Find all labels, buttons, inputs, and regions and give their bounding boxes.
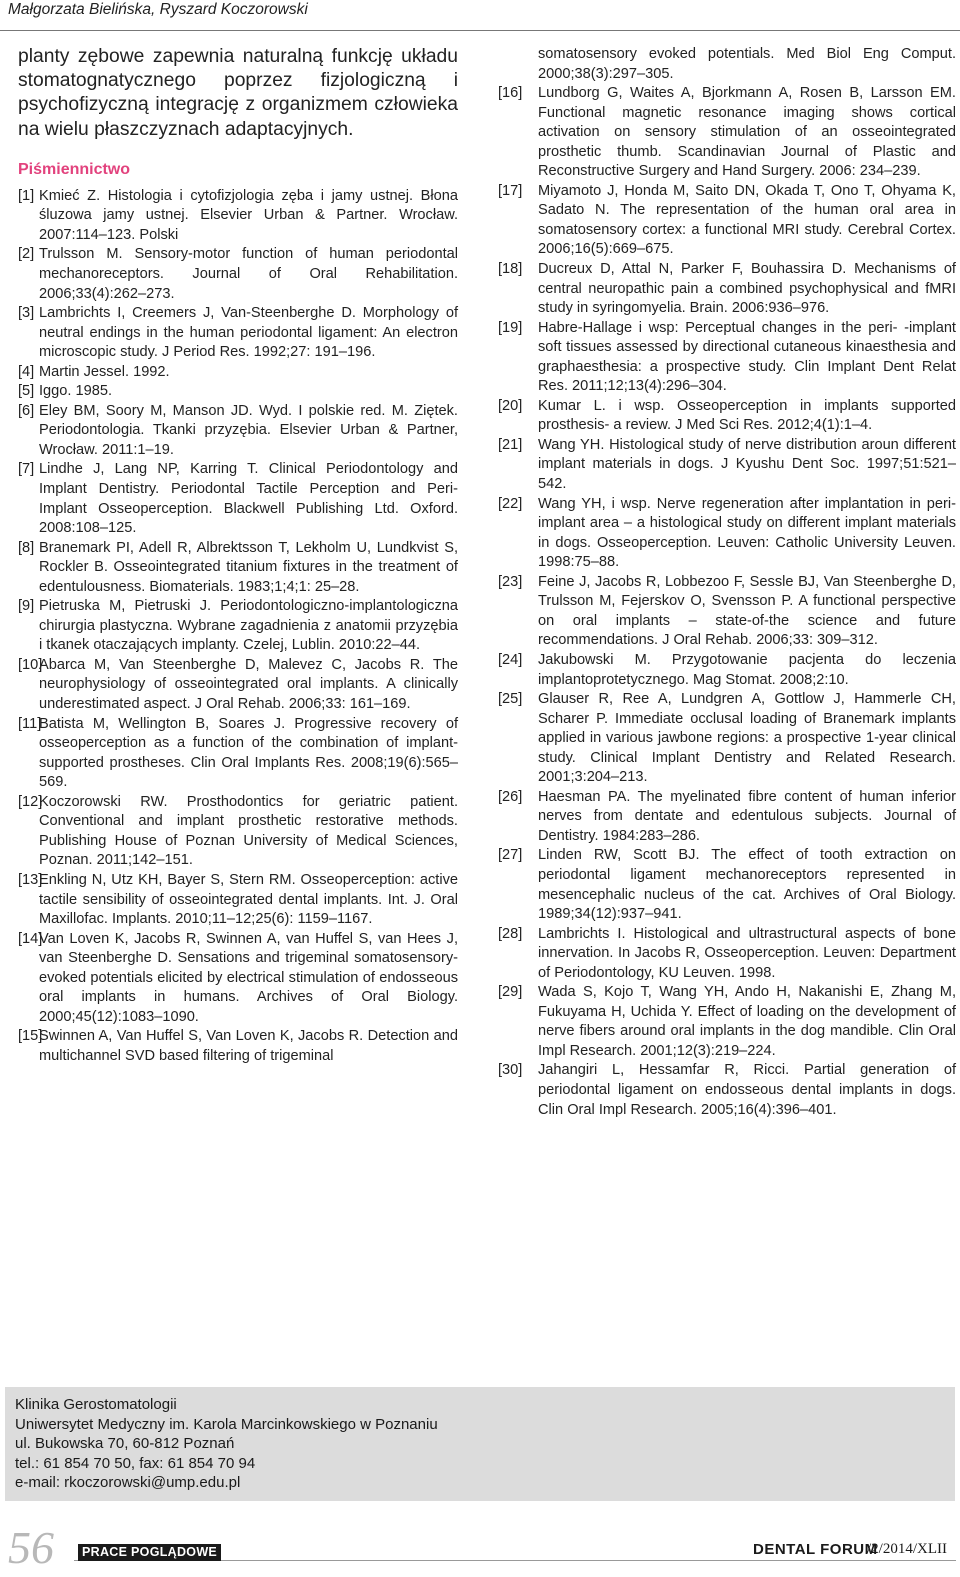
reference-text: Abarca M, Van Steenberghe D, Malevez C, Jacobs R. The neurophysiology of osseointegrated oral implants. A clinically underestimated aspect. J Oral Rehab. 2006;33: 161–169. — [39, 656, 458, 713]
reference-text: Lambrichts I, Creemers J, Van-Steenberghe D. Morphology of neutral endings in the human periodontal ligament: An electron microscopic study. J Period Res. 1992;27: 191–196. — [39, 305, 458, 361]
reference-item — [498, 436, 956, 495]
reference-number: [15] — [18, 1028, 43, 1045]
reference-number: [9] — [18, 598, 35, 615]
reference-item — [498, 788, 956, 847]
page-number: 56 — [8, 1522, 54, 1573]
address-email: e-mail: rkoczorowski@ump.edu.pl — [15, 1474, 241, 1492]
reference-text: Glauser R, Ree A, Lundgren A, Gottlow J, Hammerle CH, Scharer P. Immediate occlusal loading of Branemark implants applied in various jawbone regions: a prospective 1-year clinical study. Clinical Implant Dentistry and Related Research. 2001;3:204–213. — [538, 691, 956, 786]
reference-list-right — [498, 84, 956, 1120]
reference-text: Feine J, Jacobs R, Lobbezoo F, Sessle BJ, Van Steenberghe D, Trulsson M, Fejerskov O, Svensson P. A functional perspective on oral implants – state-of-the science and future recommendations. J Oral Rehab. 2006;33: 309–312. — [538, 573, 956, 649]
address-university: Uniwersytet Medyczny im. Karola Marcinkowskiego w Poznaniu — [15, 1415, 438, 1433]
header-divider — [0, 30, 960, 31]
reference-item — [18, 871, 458, 930]
reference-continuation: somatosensory evoked potentials. Med Biol Eng Comput. 2000;38(3):297–305. — [538, 46, 956, 82]
section-label: PRACE POGLĄDOWE — [78, 1544, 221, 1561]
reference-item — [18, 402, 458, 461]
reference-item — [18, 382, 458, 402]
reference-number: [4] — [18, 363, 35, 380]
reference-text: Habre-Hallage i wsp: Perceptual changes in the peri- -implant soft tissues assessed by directional cutaneous kinaesthesia and graphaesthesia: a prospective study. Clin Implant Dent Relat Res. 2011;12;13(4):296–304. — [538, 319, 956, 395]
reference-text: Trulsson M. Sensory-motor function of human periodontal mechanoreceptors. Journal of Oral Rehabilitation. 2006;33(4):262–273. — [39, 246, 458, 302]
reference-text: Iggo. 1985. — [39, 383, 113, 400]
left-column — [18, 45, 458, 1066]
reference-item — [498, 690, 956, 788]
reference-item — [18, 304, 458, 363]
reference-item — [498, 983, 956, 1061]
reference-text: Enkling N, Utz KH, Bayer S, Stern RM. Osseoperception: active tactile sensibility of osseointegrated dental implants. Int. J. Oral Maxillofac. Implants. 2010;11–12;25(6): 1159–1167. — [39, 871, 458, 928]
reference-text: Miyamoto J, Honda M, Saito DN, Okada T, Ono T, Ohyama K, Sadato N. The representation of the human oral area in somatosensory cortex: a functional MRI study. Cerebral Cortex. 2006;16(5):669–675. — [538, 182, 956, 258]
reference-item — [498, 1061, 956, 1120]
reference-number: [10] — [18, 656, 43, 673]
journal-name: DENTAL FORUM — [753, 1541, 878, 1558]
reference-number: [19] — [498, 319, 523, 336]
reference-text: Jakubowski M. Przygotowanie pacjenta do leczenia implantoprotetycznego. Mag Stomat. 2008;2:10. — [538, 651, 956, 688]
reference-text: Martin Jessel. 1992. — [39, 363, 170, 380]
reference-item — [498, 182, 956, 260]
reference-text: Jahangiri L, Hessamfar R, Ricci. Partial generation of periodontal ligament on endosseous dental implants in dogs. Clin Oral Impl Research. 2005;16(4):396–401. — [538, 1062, 956, 1118]
reference-number: [6] — [18, 402, 35, 419]
reference-text: Lindhe J, Lang NP, Karring T. Clinical Periodontology and Implant Dentistry. Periodontal Tactile Perception and Peri- Implant Osseoperception. Blackwell Publishing Ltd. Oxford. 2008:108–125. — [39, 461, 458, 537]
reference-item — [18, 460, 458, 538]
reference-number: [13] — [18, 871, 43, 888]
reference-item — [498, 495, 956, 573]
reference-text: Eley BM, Soory M, Manson JD. Wyd. I polskie red. M. Ziętek. Periodontologia. Tkanki przyzębia. Elsevier Urban & Partner, Wrocław. 2011:1–19. — [39, 402, 458, 458]
reference-item — [18, 656, 458, 715]
reference-text: Koczorowski RW. Prosthodontics for geriatric patient. Conventional and implant prosthetic restorative methods. Publishing House of Poznan University of Medical Sciences, Poznan. 2011;142–151. — [39, 793, 458, 869]
reference-number: [14] — [18, 930, 43, 947]
reference-number: [25] — [498, 691, 523, 708]
reference-number: [12] — [18, 793, 43, 810]
reference-number: [7] — [18, 461, 35, 478]
reference-text: Branemark PI, Adell R, Albrektsson T, Lekholm U, Lundkvist S, Rockler B. Osseointegrated titanium fixtures in the treatment of edentulousness. Biomaterials. 1983;1;4;1: 25–28. — [39, 539, 458, 595]
reference-item — [498, 260, 956, 319]
reference-number: [3] — [18, 305, 35, 322]
reference-number: [30] — [498, 1062, 523, 1079]
reference-item — [498, 846, 956, 924]
reference-item — [498, 84, 956, 182]
reference-list-left — [18, 187, 458, 1067]
reference-number: [21] — [498, 436, 523, 453]
reference-number: [20] — [498, 397, 523, 414]
reference-text: Pietruska M, Pietruski J. Periodontologiczno-implantologiczna chirurgia plastyczna. Wybrane zagadnienia z anatomii przyzębia i tkanek otaczających implanty. Czelej, Lublin. 2010:22–44. — [39, 598, 458, 654]
reference-text: Linden RW, Scott BJ. The effect of tooth extraction on periodontal ligament mechanoreceptors represented in mesencephalic nucleus of the cat. Archives of Oral Biology. 1989;34(12):937–941. — [538, 847, 956, 923]
address-phone: tel.: 61 854 70 50, fax: 61 854 70 94 — [15, 1454, 256, 1472]
reference-number: [28] — [498, 925, 523, 942]
intro-paragraph: planty zębowe zapewnia naturalną funkcję układu stomatognatycznego poprzez fizjologiczną i psychofizyczną integrację z organizmem człowieka na wielu płaszczyznach adaptacyjnych. — [18, 46, 458, 140]
reference-number: [18] — [498, 261, 523, 278]
reference-number: [8] — [18, 539, 35, 556]
address-institution: Klinika Gerostomatologii — [15, 1396, 177, 1413]
reference-item — [18, 245, 458, 304]
reference-text: Ducreux D, Attal N, Parker F, Bouhassira D. Mechanisms of central neuropathic pain a combined psychophysical and fMRI study in syringomyelia. Brain. 2006:936–976. — [538, 261, 956, 317]
reference-number: [27] — [498, 847, 523, 864]
reference-item — [498, 573, 956, 651]
reference-number: [11] — [18, 715, 42, 732]
reference-item — [498, 319, 956, 397]
reference-number: [16] — [498, 85, 523, 102]
reference-text: Wang YH. Histological study of nerve distribution aroun different implant materials in dogs. J Kyushu Dent Soc. 1997;51:521–542. — [538, 436, 956, 493]
reference-text: Swinnen A, Van Huffel S, Van Loven K, Jacobs R. Detection and multichannel SVD based filtering of trigeminal — [39, 1028, 458, 1064]
reference-item — [18, 1027, 458, 1066]
reference-text: Lundborg G, Waites A, Bjorkmann A, Rosen B, Larsson EM. Functional magnetic resonance imaging shows cortical activation on sensory stimulation of an osseointegrated prosthetic thumb. Scandinavian Journal of Plastic and Reconstructive Surgery and Hand Surgery. 2006: 234–239. — [538, 85, 956, 180]
reference-text: Wang YH, i wsp. Nerve regeneration after implantation in peri-implant area – a histological study on different implant materials in dogs. Osseoperception. Leuven: Catholic University Leuven. 1998:75–88. — [538, 495, 956, 571]
reference-item — [498, 651, 956, 690]
reference-item — [498, 925, 956, 984]
reference-number: [1] — [18, 187, 35, 204]
reference-number: [2] — [18, 246, 35, 263]
reference-text: Van Loven K, Jacobs R, Swinnen A, van Huffel S, van Hees J, van Steenberghe D. Sensations and trigeminal somatosensory- evoked potentials elicited by electrical stimulation of endosseous oral implants in humans. Archives of Oral Biology. 2000;45(12):1083–1090. — [39, 930, 458, 1025]
reference-item — [18, 793, 458, 871]
correspondence-address-box — [5, 1387, 955, 1501]
reference-number: [22] — [498, 495, 523, 512]
reference-text: Batista M, Wellington B, Soares J. Progressive recovery of osseoperception as a function of the combination of implant-supported prostheses. Clin Oral Implants Res. 2008;19(6):565–569. — [39, 715, 458, 791]
reference-number: [5] — [18, 383, 35, 400]
reference-item — [18, 187, 458, 246]
references-heading: Piśmiennictwo — [18, 160, 131, 178]
reference-item — [18, 715, 458, 793]
reference-number: [26] — [498, 788, 523, 805]
reference-text: Haesman PA. The myelinated fibre content of human inferior nerves from dentate and edentulous subjects. Journal of Dentistry. 1984:283–286. — [538, 788, 956, 844]
reference-number: [24] — [498, 651, 523, 668]
reference-item — [18, 597, 458, 656]
reference-text: Wada S, Kojo T, Wang YH, Ando H, Nakanishi E, Zhang M, Fukuyama H, Uchida Y. Effect of loading on the development of nerve fibers around oral implants in the dog mandible. Clin Oral Impl Research. 2001;12(3):219–224. — [538, 984, 956, 1059]
reference-item — [498, 397, 956, 436]
reference-item — [18, 930, 458, 1028]
reference-text: Lambrichts I. Histological and ultrastructural aspects of bone innervation. In Jacobs R, Osseoperception. Leuven: Department of Periodontology, KU Leuven. 1998. — [538, 925, 956, 981]
reference-number: [17] — [498, 182, 523, 199]
reference-item — [18, 363, 458, 383]
reference-text: Kmieć Z. Histologia i cytofizjologia zęba i jamy ustnej. Błona śluzowa jamy ustnej. Elsevier Urban & Partner. Wrocław. 2007:114–123. Polski — [39, 187, 458, 243]
reference-text: Kumar L. i wsp. Osseoperception in implants supported prosthesis- a review. J Med Sci Res. 2012;4(1):1–4. — [538, 397, 956, 434]
running-header-authors: Małgorzata Bielińska, Ryszard Koczorowski — [8, 1, 308, 18]
reference-item — [18, 539, 458, 598]
right-column — [498, 45, 956, 1120]
address-street: ul. Bukowska 70, 60-812 Poznań — [15, 1435, 235, 1453]
reference-number: [29] — [498, 984, 523, 1001]
journal-issue: /2/2014/XLII — [867, 1541, 947, 1557]
reference-number: [23] — [498, 573, 523, 590]
